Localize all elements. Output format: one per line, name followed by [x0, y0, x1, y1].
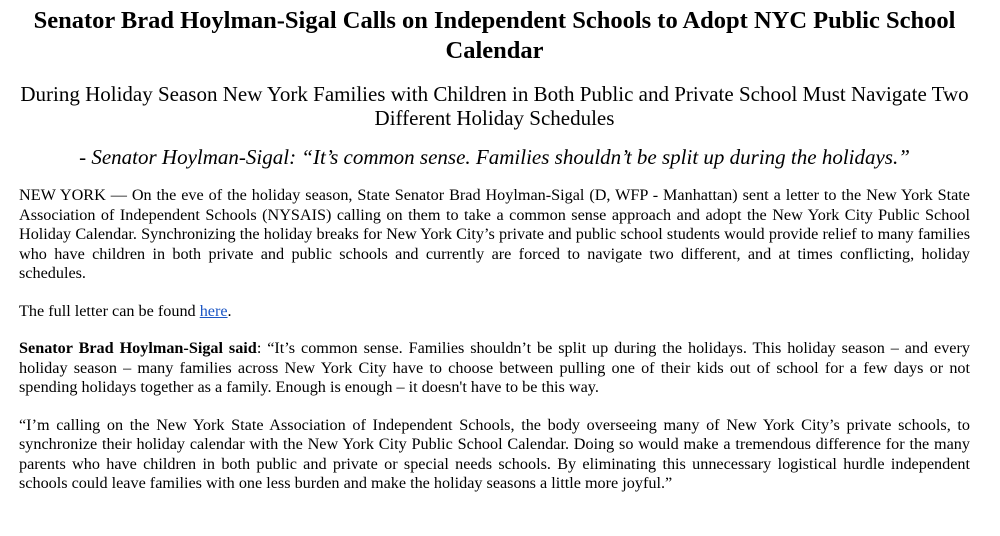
closing-paragraph: “I’m calling on the New York State Association of Independent Schools, the body overseeing many of New York City’s private schools, to synchronize their holiday calendar with the New York City Public School Calendar. Doing so would make a tremendous difference for the many parents who have children in both public and private or special needs schools. By eliminating this unnecessary logistical hurdle independent schools could leave families with one less burden and make the holiday seasons a little more joyful.”	[19, 415, 970, 492]
intro-paragraph: NEW YORK — On the eve of the holiday season, State Senator Brad Hoylman-Sigal (D, WFP - Manhattan) sent a letter to the New York State Association of Independent Schools (NYSAIS) calling on them to take a common sense approach and adopt the New York City Public School Holiday Calendar. Synchronizing the holiday breaks for New York City’s private and public school students would provide relief to many families who have children in both private and public schools and currently are forced to navigate two different, and at times conflicting, holiday schedules.	[19, 186, 970, 282]
letter-text: The full letter can be found	[19, 301, 200, 320]
letter-period: .	[227, 301, 232, 320]
letter-paragraph	[19, 302, 970, 322]
quote-paragraph	[19, 339, 970, 398]
quote-text: : “It’s common sense. Families shouldn’t be split up during the holidays. This holiday season – and every holiday season – many families across New York City have to choose between pulling one of their kids out of school for a few days or not spending holidays together as a family. Enough is enough – it doesn't have to be this way.	[19, 339, 970, 396]
pull-quote: - Senator Hoylman-Sigal: “It’s common sense. Families shouldn’t be split up during the holidays.”	[79, 145, 910, 169]
quote-speaker: Senator Brad Hoylman-Sigal said	[19, 339, 257, 357]
letter-link[interactable]: here	[199, 301, 228, 320]
headline: Senator Brad Hoylman-Sigal Calls on Independent Schools to Adopt NYC Public School Calendar	[33, 7, 956, 64]
subheadline: During Holiday Season New York Families with Children in Both Public and Private School Must Navigate Two Different Holiday Schedules	[20, 82, 969, 130]
